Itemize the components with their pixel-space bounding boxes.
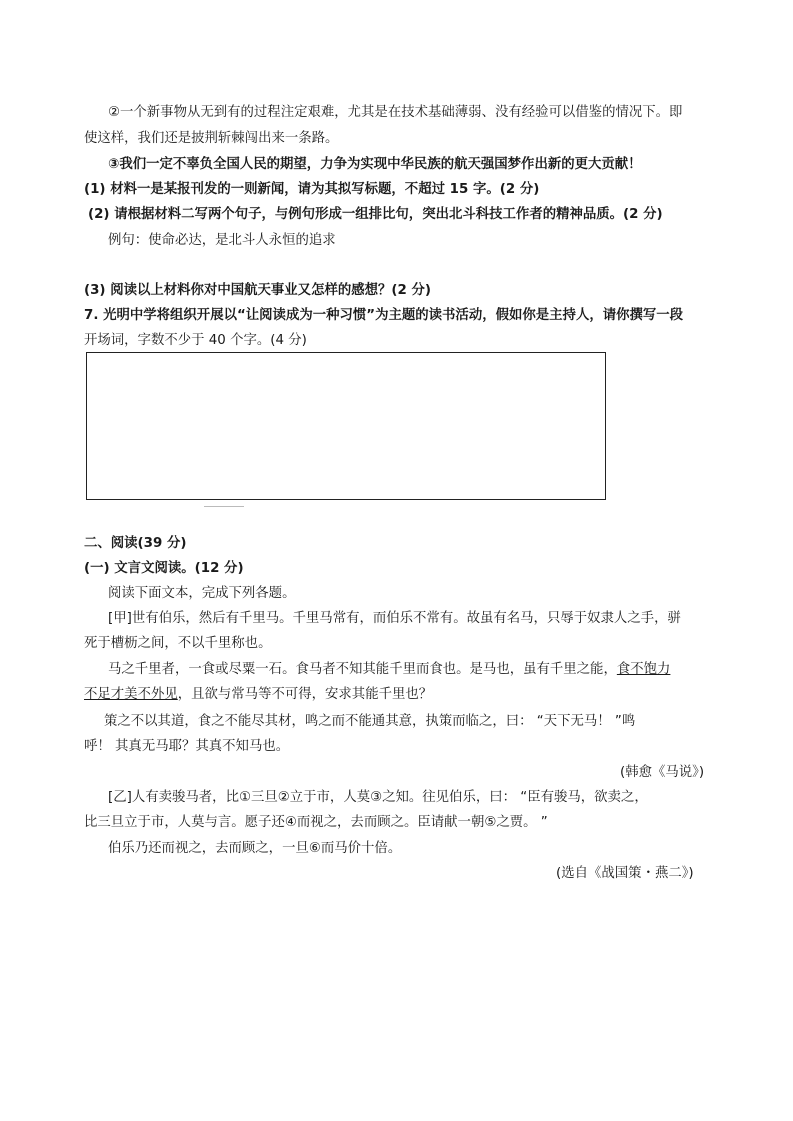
passage-jia-para-1-line-1: [甲]世有伯乐，然后有千里马。千里马常有，而伯乐不常有。故虽有名马，只辱于奴隶人之手，骈: [108, 611, 681, 626]
passage-yi-line-3: 伯乐乃还而视之，去而顾之，一旦⑥而马价十倍。: [108, 841, 402, 856]
passage-yi-source: (选自《战国策・燕二》): [556, 866, 694, 881]
passage-jia-para-3-line-2: 呼！ 其真无马耶？其真不知马也。: [84, 739, 290, 754]
section-2-heading: 二、阅读(39 分): [84, 536, 187, 551]
passage-yi-line-2: 比三旦立于市，人莫与言。愿子还④而视之，去而顾之。臣请献一朝⑤之贾。 ”: [84, 815, 548, 830]
question-6-part-1: (1) 材料一是某报刊发的一则新闻，请为其拟写标题，不超过 15 字。(2 分): [84, 182, 540, 197]
passage-jia-para-1-line-2: 死于槽枥之间，不以千里称也。: [84, 636, 272, 651]
question-6-part-3: (3) 阅读以上材料你对中国航天事业又怎样的感想？(2 分): [84, 283, 432, 298]
material-sentence-2-line-2: 使这样，我们还是披荆斩棘闯出来一条路。: [84, 131, 339, 146]
question-7-line-1: 7. 光明中学将组织开展以“让阅读成为一种习惯”为主题的读书活动，假如你是主持人，请你撰写一段: [84, 308, 684, 323]
scan-mark: [204, 506, 244, 507]
reading-instruction: 阅读下面文本，完成下列各题。: [108, 586, 296, 601]
question-7-line-2: 开场词，字数不少于 40 个字。(4 分): [84, 333, 307, 348]
material-sentence-3: ③我们一定不辜负全国人民的期望，力争为实现中华民族的航天强国梦作出新的更大贡献！: [108, 157, 642, 172]
passage-text: ，且欲与常马等不可得，安求其能千里也？: [177, 687, 433, 702]
classical-chinese-subheading: (一) 文言文阅读。(12 分): [84, 561, 244, 576]
question-6-part-2: (2) 请根据材料二写两个句子，与例句形成一组排比句，突出北斗科技工作者的精神品质。(2 分): [88, 207, 663, 222]
material-sentence-2-line-1: ②一个新事物从无到有的过程注定艰难，尤其是在技术基础薄弱、没有经验可以借鉴的情况下。即: [108, 105, 683, 120]
underlined-phrase: 食不饱力: [616, 662, 671, 677]
example-sentence: 例句：使命必达，是北斗人永恒的追求: [108, 233, 336, 248]
passage-jia-para-2-line-2: [84, 686, 432, 704]
passage-jia-para-3-line-1: 策之不以其道，食之不能尽其材，鸣之而不能通其意，执策而临之，曰： “天下无马！ ”鸣: [104, 714, 636, 729]
underlined-phrase: 不足才美不外见: [84, 687, 178, 702]
answer-box[interactable]: [86, 352, 606, 500]
passage-jia-para-2-line-1: [108, 661, 670, 679]
passage-text: 马之千里者，一食或尽粟一石。食马者不知其能千里而食也。是马也，虽有千里之能，: [108, 662, 617, 677]
passage-jia-source: (韩愈《马说》): [620, 765, 705, 780]
passage-yi-line-1: [乙]人有卖骏马者，比①三旦②立于市，人莫③之知。往见伯乐，曰： “臣有骏马，欲卖之，: [108, 790, 648, 805]
